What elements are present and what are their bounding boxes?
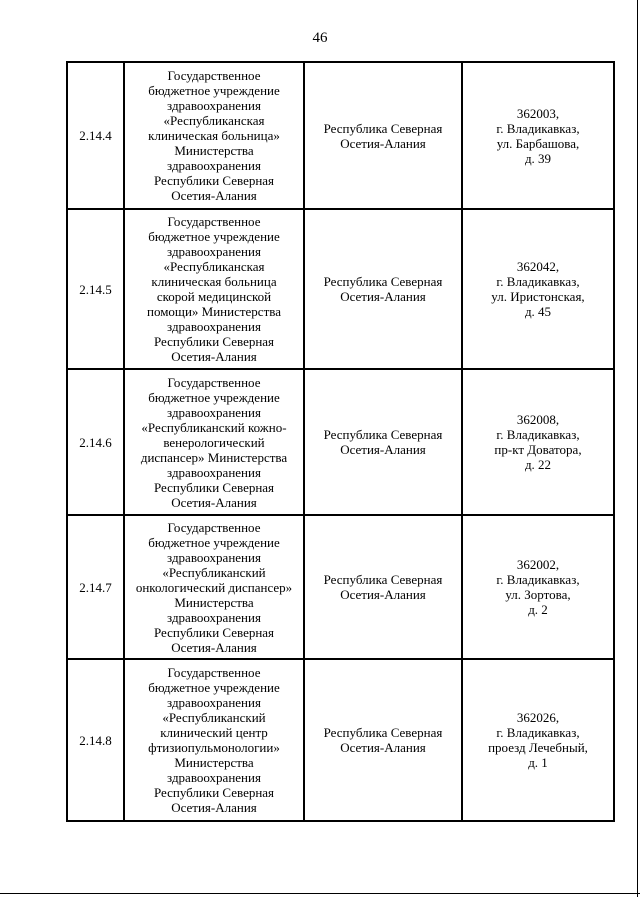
table-row xyxy=(67,62,614,209)
address-text: 362008, г. Владикавказ, пр-кт Доватора, д. 22 xyxy=(494,412,582,472)
row-number: 2.14.5 xyxy=(67,209,124,369)
table-row xyxy=(67,515,614,659)
region xyxy=(304,515,462,659)
region-text: Республика Северная Осетия-Алания xyxy=(323,572,443,602)
page-edge-line xyxy=(637,0,638,897)
address-text: 362002, г. Владикавказ, ул. Зортова, д. 2 xyxy=(496,557,580,617)
row-number: 2.14.7 xyxy=(67,515,124,659)
organization-name-text: Государственное бюджетное учреждение здравоохранения «Республиканский кожно- венерологический диспансер» Министерства здравоохранения Республики Северная Осетия-Алания xyxy=(140,374,288,510)
region xyxy=(304,659,462,821)
address xyxy=(462,659,614,821)
region-text: Республика Северная Осетия-Алания xyxy=(323,725,443,755)
address xyxy=(462,209,614,369)
organization-name xyxy=(124,369,304,515)
institutions-table xyxy=(66,61,615,822)
page-number: 46 xyxy=(312,30,328,46)
address-text: 362042, г. Владикавказ, ул. Иристонская, д. 45 xyxy=(491,259,585,319)
row-number: 2.14.6 xyxy=(67,369,124,515)
region xyxy=(304,369,462,515)
row-number: 2.14.4 xyxy=(67,62,124,209)
organization-name xyxy=(124,209,304,369)
address xyxy=(462,62,614,209)
table-row xyxy=(67,369,614,515)
row-number: 2.14.8 xyxy=(67,659,124,821)
region-text: Республика Северная Осетия-Алания xyxy=(323,427,443,457)
organization-name xyxy=(124,515,304,659)
organization-name-text: Государственное бюджетное учреждение здравоохранения «Республиканский клинический центр фтизиопульмонологии» Министерства здравоохранения Республики Северная Осетия-Алания xyxy=(148,665,280,815)
page-bottom-line xyxy=(0,893,640,894)
address xyxy=(462,515,614,659)
organization-name-text: Государственное бюджетное учреждение здравоохранения «Республиканская клиническая больница скорой медицинской помощи» Министерства здравоохранения Республики Северная Осетия-Алания xyxy=(147,214,281,364)
organization-name-text: Государственное бюджетное учреждение здравоохранения «Республиканский онкологический диспансер» Министерства здравоохранения Республики Северная Осетия-Алания xyxy=(135,519,293,655)
table-row xyxy=(67,209,614,369)
region xyxy=(304,209,462,369)
address xyxy=(462,369,614,515)
organization-name xyxy=(124,659,304,821)
region-text: Республика Северная Осетия-Алания xyxy=(323,274,443,304)
region-text: Республика Северная Осетия-Алания xyxy=(323,120,443,151)
region xyxy=(304,62,462,209)
organization-name-text: Государственное бюджетное учреждение здравоохранения «Республиканская клиническая больница» Министерства здравоохранения Республики Северная Осетия-Алания xyxy=(148,68,280,203)
address-text: 362026, г. Владикавказ, проезд Лечебный, д. 1 xyxy=(488,710,588,770)
table-row xyxy=(67,659,614,821)
address-text: 362003, г. Владикавказ, ул. Барбашова, д. 39 xyxy=(496,105,580,166)
organization-name xyxy=(124,62,304,209)
